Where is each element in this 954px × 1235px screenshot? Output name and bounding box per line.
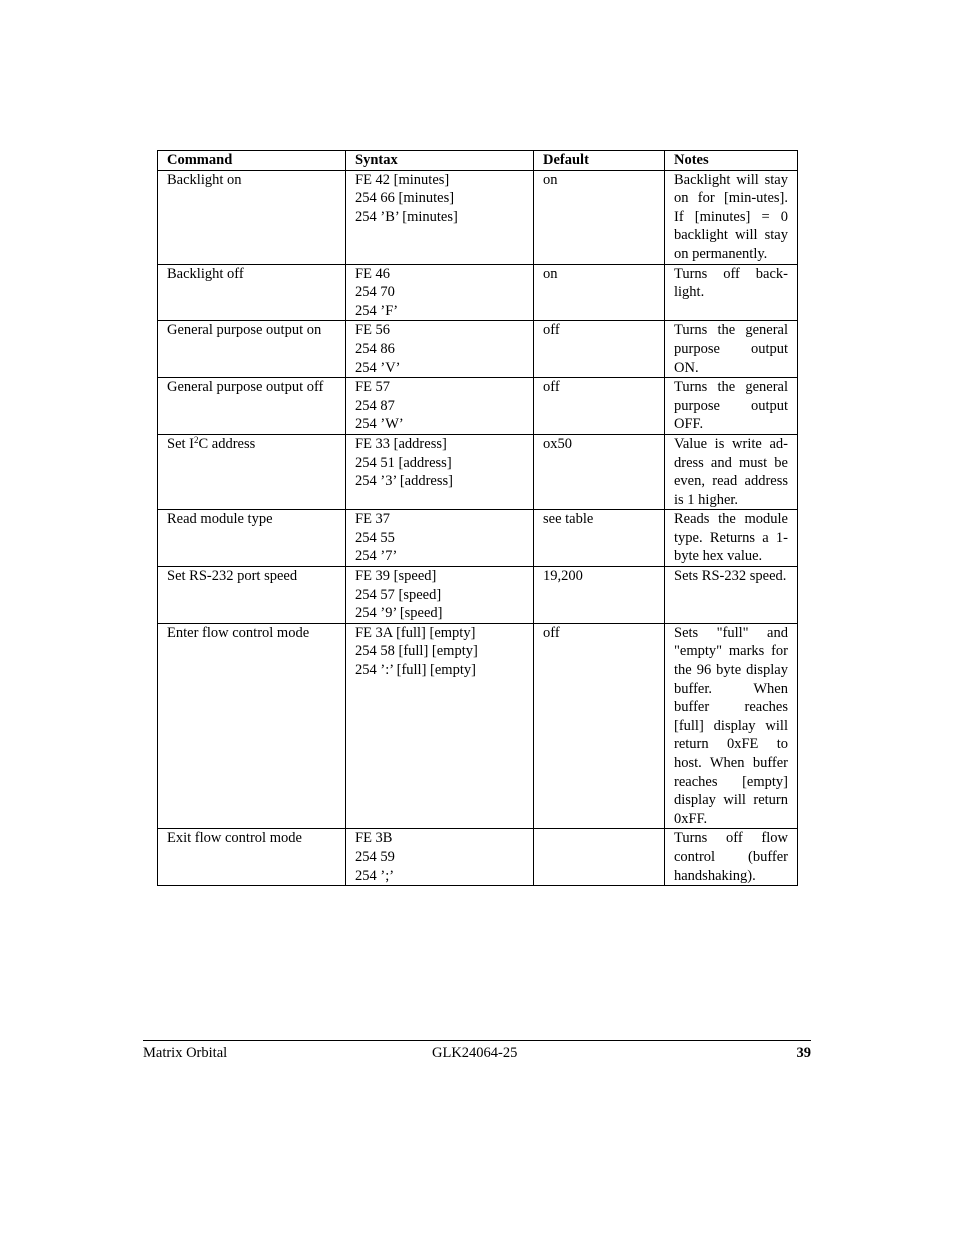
command-cell: Enter flow control mode xyxy=(158,623,346,829)
syntax-line: 254 87 xyxy=(355,397,395,414)
default-cell: off xyxy=(534,321,665,378)
syntax-cell xyxy=(346,378,534,435)
syntax-line: 254 86 xyxy=(355,340,395,357)
command-cell: Backlight on xyxy=(158,170,346,264)
table-row xyxy=(158,510,798,567)
syntax-cell xyxy=(346,170,534,264)
default-cell: see table xyxy=(534,510,665,567)
table-row xyxy=(158,378,798,435)
syntax-line: 254 ’;’ xyxy=(355,867,395,884)
syntax-line: 254 55 xyxy=(355,529,395,546)
page-number: 39 xyxy=(796,1045,811,1061)
syntax-line: 254 ’W’ xyxy=(355,416,404,433)
syntax-cell xyxy=(346,829,534,886)
default-cell: off xyxy=(534,378,665,435)
syntax-line: 254 ’9’ [speed] xyxy=(355,605,443,622)
header-default: Default xyxy=(534,151,665,171)
syntax-line: FE 56 xyxy=(355,322,391,339)
notes-cell: Value is write ad-dress and must be even, read address is 1 higher. xyxy=(665,434,798,509)
syntax-cell xyxy=(346,510,534,567)
syntax-cell xyxy=(346,321,534,378)
syntax-line: FE 57 xyxy=(355,379,391,396)
command-text: Set I xyxy=(167,435,194,452)
command-text: C address xyxy=(198,435,256,452)
default-cell: on xyxy=(534,264,665,321)
notes-cell: Sets RS-232 speed. xyxy=(665,567,798,624)
default-cell: 19,200 xyxy=(534,567,665,624)
syntax-line: 254 ’V’ xyxy=(355,359,401,376)
default-cell: on xyxy=(534,170,665,264)
syntax-line: 254 57 [speed] xyxy=(355,586,442,603)
notes-cell: Turns the general purpose output OFF. xyxy=(665,378,798,435)
notes-cell: Sets "full" and "empty" marks for the 96 byte display buffer. When buffer reaches [full] display will return 0xFE to host. When buffer reaches [empty] display will return 0xFF. xyxy=(665,623,798,829)
footer-company: Matrix Orbital xyxy=(143,1045,228,1061)
default-cell: ox50 xyxy=(534,434,665,509)
notes-cell: Reads the module type. Returns a 1-byte hex value. xyxy=(665,510,798,567)
default-cell xyxy=(534,829,665,886)
command-cell: General purpose output off xyxy=(158,378,346,435)
syntax-line: FE 33 [address] xyxy=(355,435,447,452)
header-syntax: Syntax xyxy=(346,151,534,171)
default-cell: off xyxy=(534,623,665,829)
header-notes: Notes xyxy=(665,151,798,171)
syntax-line: 254 66 [minutes] xyxy=(355,190,455,207)
syntax-cell xyxy=(346,434,534,509)
header-command: Command xyxy=(158,151,346,171)
syntax-line: 254 59 xyxy=(355,848,395,865)
command-cell: Set RS-232 port speed xyxy=(158,567,346,624)
notes-cell: Turns the general purpose output ON. xyxy=(665,321,798,378)
syntax-line: 254 70 xyxy=(355,284,395,301)
footer-divider xyxy=(143,1040,811,1041)
table-row xyxy=(158,567,798,624)
syntax-line: FE 3B xyxy=(355,830,393,847)
syntax-line: 254 51 [address] xyxy=(355,454,452,471)
syntax-line: 254 58 [full] [empty] xyxy=(355,643,478,660)
syntax-line: FE 42 [minutes] xyxy=(355,171,450,188)
syntax-line: FE 46 xyxy=(355,265,391,282)
table-row xyxy=(158,321,798,378)
syntax-line: 254 ’B’ [minutes] xyxy=(355,208,458,225)
command-superscript: 2 xyxy=(193,434,199,445)
syntax-line: 254 ’:’ [full] [empty] xyxy=(355,662,476,679)
command-cell: General purpose output on xyxy=(158,321,346,378)
syntax-line: FE 3A [full] [empty] xyxy=(355,624,476,641)
table-row xyxy=(158,264,798,321)
table-row xyxy=(158,623,798,829)
command-cell xyxy=(158,434,346,509)
syntax-line: 254 ’7’ xyxy=(355,548,398,565)
notes-cell: Turns off back-light. xyxy=(665,264,798,321)
table-row xyxy=(158,170,798,264)
table-row xyxy=(158,829,798,886)
command-table xyxy=(157,150,798,886)
syntax-line: FE 37 xyxy=(355,511,391,528)
command-cell: Read module type xyxy=(158,510,346,567)
syntax-cell xyxy=(346,623,534,829)
syntax-cell xyxy=(346,567,534,624)
syntax-line: 254 ’3’ [address] xyxy=(355,473,453,490)
syntax-line: FE 39 [speed] xyxy=(355,568,437,585)
table-row xyxy=(158,434,798,509)
syntax-cell xyxy=(346,264,534,321)
syntax-line: 254 ’F’ xyxy=(355,302,399,319)
table-header-row xyxy=(158,151,798,171)
notes-cell: Turns off flow control (buffer handshaking). xyxy=(665,829,798,886)
command-cell: Backlight off xyxy=(158,264,346,321)
command-cell: Exit flow control mode xyxy=(158,829,346,886)
notes-cell: Backlight will stay on for [min-utes]. If [minutes] = 0 backlight will stay on permanently. xyxy=(665,170,798,264)
footer-model: GLK24064-25 xyxy=(432,1045,518,1061)
